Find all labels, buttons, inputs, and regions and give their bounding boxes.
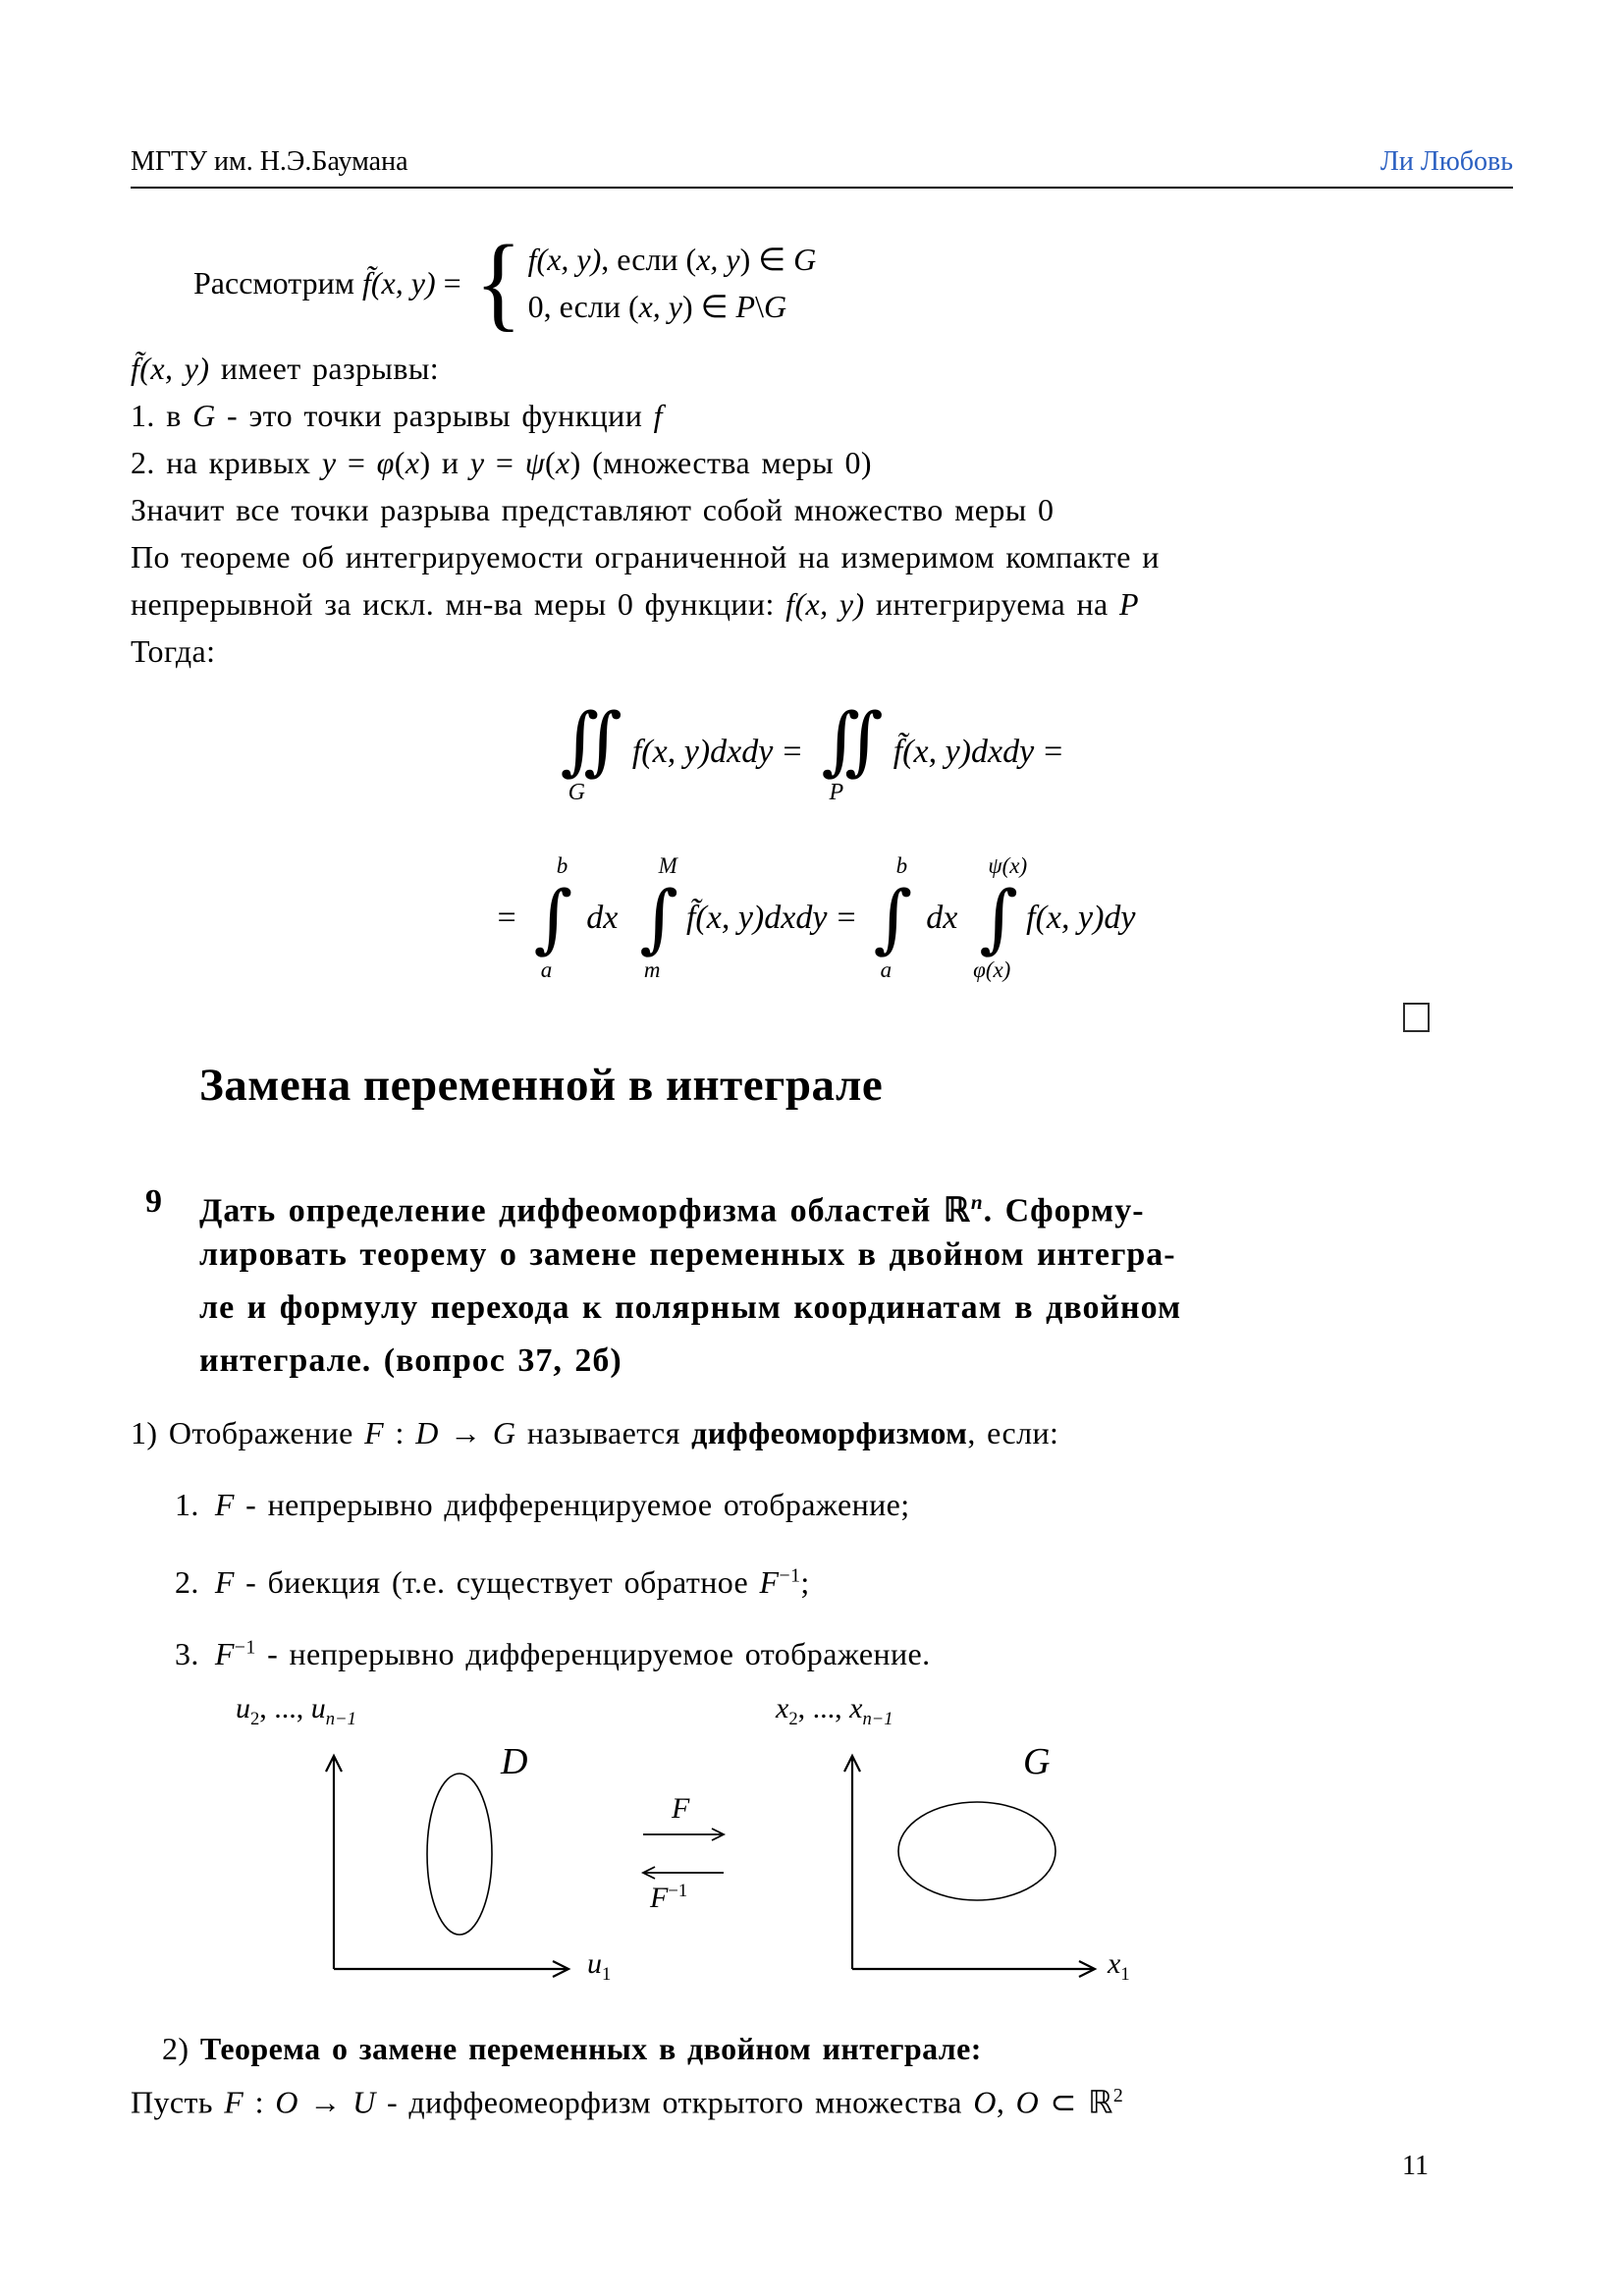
display-equation-2 (0, 837, 1623, 999)
integral-a-b (534, 854, 573, 982)
diagram-canvas (221, 1689, 1159, 2003)
equals-sign: = (1044, 733, 1063, 770)
list-item (175, 1552, 810, 1606)
list-item-number: 3. (175, 1635, 199, 1671)
integral-lower-limit: φ(x) (973, 957, 1011, 982)
cases-definition (193, 223, 817, 342)
cases-lead: Рассмотрим f̃(x, y) = (193, 264, 461, 301)
cases-line-2: 0, если (x, y) ∈ P\G (527, 289, 787, 324)
integrand: f̃(x, y)dxdy (893, 733, 1035, 770)
qed-symbol (1403, 1003, 1430, 1032)
dx-term: dx (926, 899, 958, 936)
header-rule (131, 187, 1513, 189)
theorem-title: 2) Теорема о замене переменных в двойном интеграле: (162, 2031, 982, 2066)
integral-glyphs: ∫∫ (821, 695, 868, 784)
list-item-text: F - биекция (т.е. существует обратное $F^{-1}$; (214, 1563, 810, 1600)
header-institution: МГТУ им. Н.Э.Баумана (131, 146, 408, 177)
integral-a-b (874, 854, 913, 982)
list-item-number: 2. (175, 1563, 199, 1600)
integral-lower-limit: P (829, 779, 844, 805)
cases-line-1: f(x, y), если (x, y) ∈ G (527, 242, 817, 277)
paragraph-line: 2. на кривых y = φ(x) и y = ψ(x) (множества меры 0) (131, 445, 872, 480)
paragraph-line: По теореме об интегрируемости ограниченной на измеримом компакте и (131, 539, 1160, 574)
integral-glyph: ∫ (873, 873, 913, 961)
question-heading-line: лировать теорему о замене переменных в двойном интегра- (199, 1236, 1176, 1273)
double-integral-G (560, 695, 622, 805)
cases-brace: { (474, 223, 522, 342)
integral-glyph: ∫ (639, 873, 678, 961)
integral-lower-limit: m (643, 957, 661, 982)
range-G-label: G (1023, 1741, 1051, 1782)
left-horizontal-axis-label: $u_1$ (587, 1947, 612, 1985)
integral-upper-limit: b (895, 852, 908, 878)
domain-D-label: D (501, 1741, 528, 1782)
integral-upper-limit: ψ(x) (988, 852, 1028, 878)
header-author-link[interactable]: Ли Любовь (1380, 146, 1513, 177)
integral-lower-limit: G (568, 779, 585, 805)
integral-glyph: ∫ (533, 873, 573, 961)
question-heading-line: интеграле. (вопрос 37, 2б) (199, 1342, 622, 1379)
range-G-ellipse (898, 1802, 1055, 1900)
integral-glyph: ∫ (979, 873, 1019, 961)
equals-sign: = (497, 899, 516, 936)
integral-lower-limit: a (880, 957, 893, 982)
integral-glyphs: ∫∫ (560, 695, 607, 784)
double-integral-P (821, 695, 884, 805)
question-heading-line: ле и формулу перехода к полярным координатам в двойном (199, 1289, 1182, 1326)
equals-sign: = (837, 899, 856, 936)
paragraph-line: непрерывной за искл. мн-ва меры 0 функции: f(x, y) интегрируема на P (131, 586, 1139, 622)
dx-term: dx (586, 899, 619, 936)
paragraph-line: Значит все точки разрыва представляют собой множество меры 0 (131, 492, 1055, 527)
map-F-label: F (672, 1792, 690, 1825)
integral-lower-limit: a (540, 957, 553, 982)
integral-upper-limit: M (658, 852, 677, 878)
display-equation-1 (0, 676, 1623, 828)
integrand: f̃(x, y)dxdy (685, 899, 828, 936)
right-horizontal-axis-label: $x_1$ (1108, 1947, 1130, 1985)
paragraph-line: Тогда: (131, 633, 216, 669)
integral-phi-psi (973, 852, 1028, 982)
question-heading-line: Дать определение диффеоморфизма областей ℝ$^n$. Сформу- (199, 1190, 1145, 1230)
page-number: 11 (1402, 2151, 1429, 2181)
domain-D-ellipse (427, 1774, 492, 1935)
section-title: Замена переменной в интеграле (199, 1060, 884, 1111)
equals-sign: = (783, 733, 802, 770)
inverse-map-label: $F^{-1}$ (650, 1881, 688, 1914)
question-number: 9 (145, 1183, 163, 1220)
paragraph-line: f̃(x, y) имеет разрывы: (131, 351, 440, 386)
paragraph-line: 1. в G - это точки разрывы функции f (131, 398, 663, 433)
integral-m-M (639, 854, 678, 982)
list-item (175, 1623, 931, 1677)
definition-intro: 1) Отображение F : D → G называется диффеоморфизмом, если: (131, 1415, 1059, 1450)
integral-upper-limit: b (556, 852, 568, 878)
list-item (175, 1481, 910, 1528)
list-item-text: $F^{-1}$ - непрерывно дифференцируемое отображение. (214, 1635, 931, 1671)
theorem-body: Пусть F : O → U - диффеомеорфизм открытого множества O, O ⊂ ℝ$^2$ (131, 2084, 1124, 2120)
list-item-number: 1. (175, 1487, 199, 1522)
left-vertical-axis-label: $u_2$, ..., $u_{n-1}$ (236, 1692, 356, 1729)
integrand: f(x, y)dxdy (631, 733, 774, 770)
integrand: f(x, y)dy (1026, 899, 1136, 936)
list-item-text: F - непрерывно дифференцируемое отображение; (214, 1487, 910, 1522)
right-vertical-axis-label: $x_2$, ..., $x_{n-1}$ (776, 1692, 893, 1729)
